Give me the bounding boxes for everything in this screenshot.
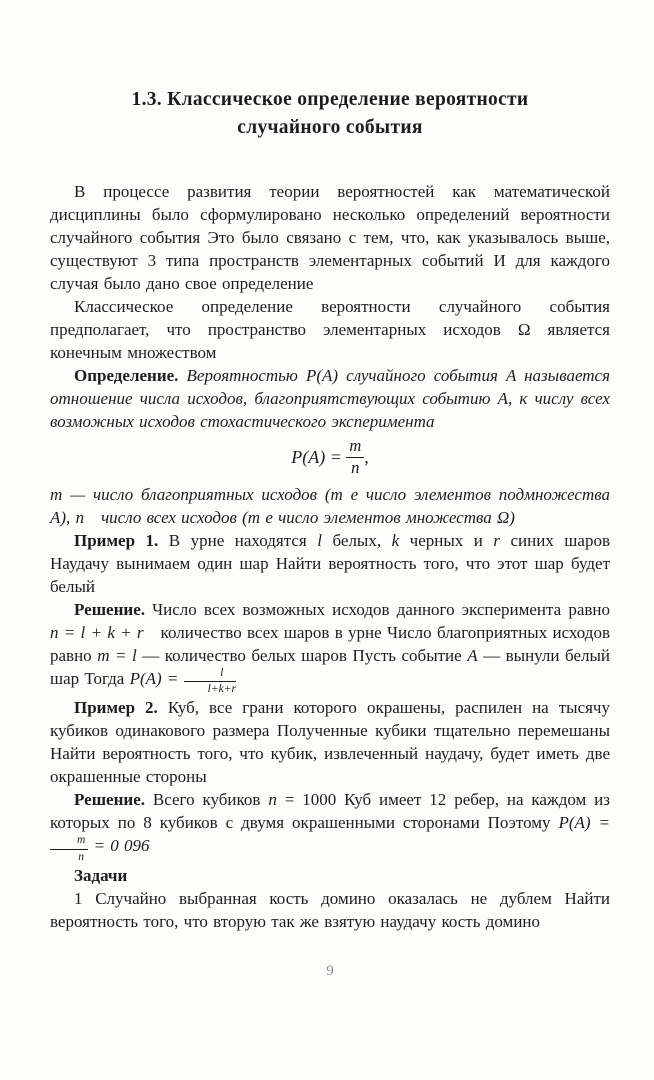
paragraph-task-1: 1 Случайно выбранная кость домино оказалась не дублем Найти вероятность того, что вторую так же взятую наудачу кость домино (50, 888, 610, 931)
inline-fraction: $\frac{l}{l+k+r}$ (184, 667, 236, 696)
paragraph-example-1: Пример 1. В урне находятся l белых, k черных и r синих шаров Наудачу вынимаем один шар Найти вероятность того, что этот шар будет белый (50, 530, 610, 596)
paragraph-example-2: Пример 2. Куб, все грани которого окрашены, распилен на тысячу кубиков одинакового размера Полученные кубики тщательно перемешаны Найти вероятность того, что кубик, извлеченный наудачу, будет иметь две окрашенные стороны (50, 698, 610, 787)
inline-fraction: $\frac{m}{n}$ (50, 834, 88, 863)
tasks-heading: Задачи (74, 865, 128, 885)
formula-classical-probability: P(A) = $\frac{m}{n}$ , (291, 436, 369, 477)
section-title-line1: 1.3. Классическое определение вероятности (131, 89, 529, 110)
page-number: 9 (326, 962, 334, 979)
paragraph-classical-premise: Классическое определение вероятности случайного события предполагает, что пространство элементарных исходов Ω является конечным множеством (50, 297, 610, 362)
paragraph-notation: m — число благоприятных исходов (т е число элементов подмножества A), n число всех исходов (т е число элементов множества Ω) (50, 484, 610, 527)
section-title (50, 86, 610, 142)
inline-fraction: $\frac{m}{n}$ (346, 437, 364, 478)
paragraph-solution-1: Решение. Число всех возможных исходов данного эксперимента равно n = l + k + r количество всех шаров в урне Число благоприятных исходов равно m = l — количество белых шаров Пусть событие A — вынули белый шар Тогда P(A) = $\frac{l}{l+k+r}$ (50, 599, 610, 696)
section-title-line2: случайного события (237, 117, 423, 138)
paragraph-definition: Определение. Вероятностью P(A) случайного события A называется отношение числа исходов, благоприятствующих событию A, к числу всех возможных исходов стохастического эксперимента (50, 366, 610, 431)
paragraph-intro: В процессе развития теории вероятностей как математической дисциплины было сформулировано несколько определений вероятности случайного события Это было связано с тем, что, как указывалось выше, существуют 3 типа пространств элементарных событий И для каждого случая было дано свое определение (50, 182, 610, 293)
paragraph-solution-2: Решение. Всего кубиков n = 1000 Куб имеет 12 ребер, на каждом из которых по 8 кубиков с двумя окрашенными сторонами Поэтому P(A) = $\frac{m}{n}$ = 0 096 (50, 790, 611, 863)
